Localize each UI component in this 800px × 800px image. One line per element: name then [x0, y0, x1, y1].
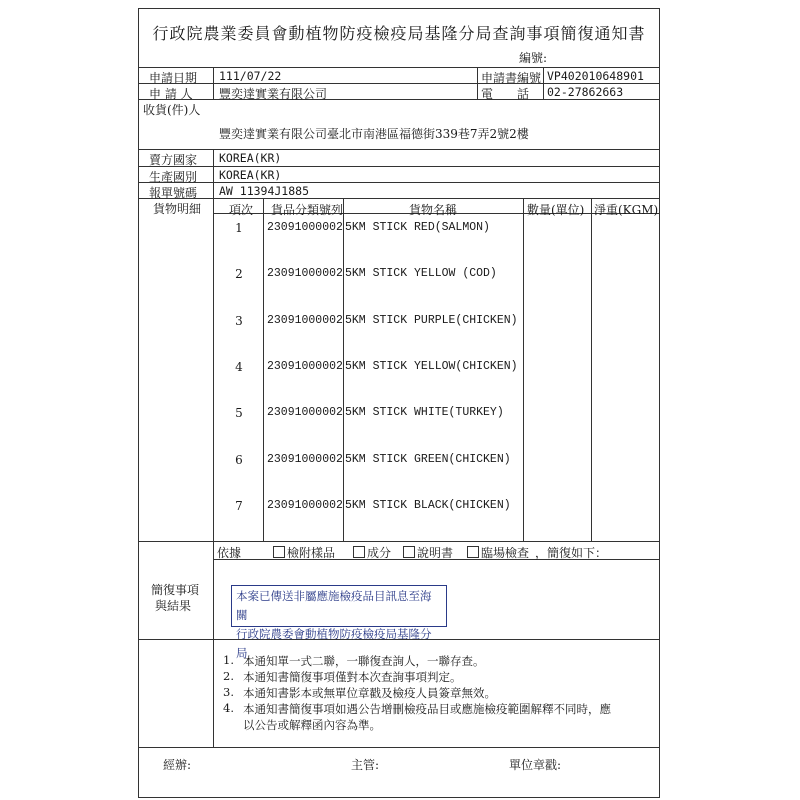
seller-country-label: 賣方國家 — [149, 153, 198, 167]
checkbox-icon[interactable] — [273, 546, 285, 558]
note-text: 本通知書簡復事項僅對本次查詢事項判定。 — [243, 670, 462, 684]
seal-label: 單位章戳: — [509, 758, 562, 772]
row-item: 5 — [235, 406, 243, 420]
apply-date: 111/07/22 — [219, 69, 282, 83]
applicant-label: 申 請 人 — [149, 87, 193, 101]
goods-section-label: 貨物明細 — [153, 202, 202, 216]
notice-form — [138, 8, 660, 798]
note-num: 3. — [223, 685, 234, 699]
column-goods-name: 貨物名稱 — [409, 203, 458, 217]
row-hs-code: 23091000002 — [267, 314, 343, 327]
row-goods-name: 5KM STICK GREEN(CHICKEN) — [345, 453, 511, 466]
origin-country-label: 生產國別 — [149, 170, 198, 184]
stamp-line-1: 本案已傳送非屬應施檢疫品目訊息至海關 — [236, 589, 432, 622]
reply-section-label-1: 簡復事項 — [151, 583, 200, 597]
option-ingredients[interactable]: 成分 — [353, 544, 391, 561]
phone-label: 電 話 — [481, 87, 530, 101]
stamp-line-2: 行政院農委會動植物防疫檢疫局基隆分局 — [236, 627, 432, 660]
application-no: VP402010648901 — [547, 69, 644, 83]
seller-country: KOREA(KR) — [219, 151, 282, 165]
note-text-continued: 以公告或解釋函內容為準。 — [243, 718, 381, 732]
reply-trailing-text: ，簡復如下： — [535, 546, 608, 560]
option-onsite-inspection[interactable]: 臨場檢查 — [467, 544, 529, 561]
reply-section-label-2: 與結果 — [155, 599, 192, 613]
application-no-label: 申請書編號 — [481, 71, 542, 85]
row-item: 6 — [235, 453, 243, 467]
basis-label: 依據 — [217, 546, 242, 560]
row-goods-name: 5KM STICK YELLOW(CHICKEN) — [345, 360, 518, 373]
note-num: 1. — [223, 653, 234, 667]
consignee: 豐奕達實業有限公司臺北市南港區福德街339巷7弄2號2樓 — [219, 127, 529, 141]
supervisor-label: 主管: — [351, 758, 380, 772]
apply-date-label: 申請日期 — [149, 71, 198, 85]
option-manual[interactable]: 說明書 — [403, 544, 453, 561]
note-num: 2. — [223, 669, 234, 683]
applicant: 豐奕達實業有限公司 — [219, 87, 328, 101]
row-hs-code: 23091000002 — [267, 453, 343, 466]
note-text: 本通知單一式二聯，一聯復查詢人，一聯存查。 — [243, 654, 485, 668]
serial-label: 編號: — [519, 51, 548, 65]
phone: 02-27862663 — [547, 85, 624, 99]
note-num: 4. — [223, 701, 234, 715]
declaration-no-label: 報單號碼 — [149, 186, 198, 200]
row-goods-name: 5KM STICK WHITE(TURKEY) — [345, 406, 504, 419]
origin-country: KOREA(KR) — [219, 168, 282, 182]
option-sample[interactable]: 檢附樣品 — [273, 544, 335, 561]
row-hs-code: 23091000002 — [267, 499, 343, 512]
handler-label: 經辦: — [163, 758, 192, 772]
column-quantity: 數量(單位) — [527, 203, 585, 217]
column-item: 項次 — [229, 203, 254, 217]
consignee-label: 收貨(件)人 — [143, 103, 201, 117]
document-title: 行政院農業委員會動植物防疫檢疫局基隆分局查詢事項簡復通知書 — [152, 24, 646, 43]
note-text: 本通知書影本或無單位章戳及檢疫人員簽章無效。 — [243, 686, 496, 700]
row-item: 1 — [235, 221, 243, 235]
row-item: 7 — [235, 499, 243, 513]
column-hs-code: 貨品分類號列 — [271, 203, 344, 217]
declaration-no: AW 11394J1885 — [219, 184, 310, 198]
row-item: 3 — [235, 314, 243, 328]
checkbox-icon[interactable] — [467, 546, 479, 558]
checkbox-icon[interactable] — [353, 546, 365, 558]
row-hs-code: 23091000002 — [267, 360, 343, 373]
row-goods-name: 5KM STICK PURPLE(CHICKEN) — [345, 314, 518, 327]
result-stamp — [231, 585, 447, 660]
row-item: 4 — [235, 360, 243, 374]
row-goods-name: 5KM STICK YELLOW (COD) — [345, 267, 497, 280]
column-net-weight: 淨重(KGM) — [594, 203, 659, 217]
row-hs-code: 23091000002 — [267, 406, 343, 419]
note-text: 本通知書簡復事項如遇公告增刪檢疫品目或應施檢疫範圍解釋不同時，應 — [243, 702, 611, 716]
row-hs-code: 23091000002 — [267, 267, 343, 280]
row-goods-name: 5KM STICK RED(SALMON) — [345, 221, 490, 234]
checkbox-icon[interactable] — [403, 546, 415, 558]
row-item: 2 — [235, 267, 243, 281]
row-goods-name: 5KM STICK BLACK(CHICKEN) — [345, 499, 511, 512]
row-hs-code: 23091000002 — [267, 221, 343, 234]
